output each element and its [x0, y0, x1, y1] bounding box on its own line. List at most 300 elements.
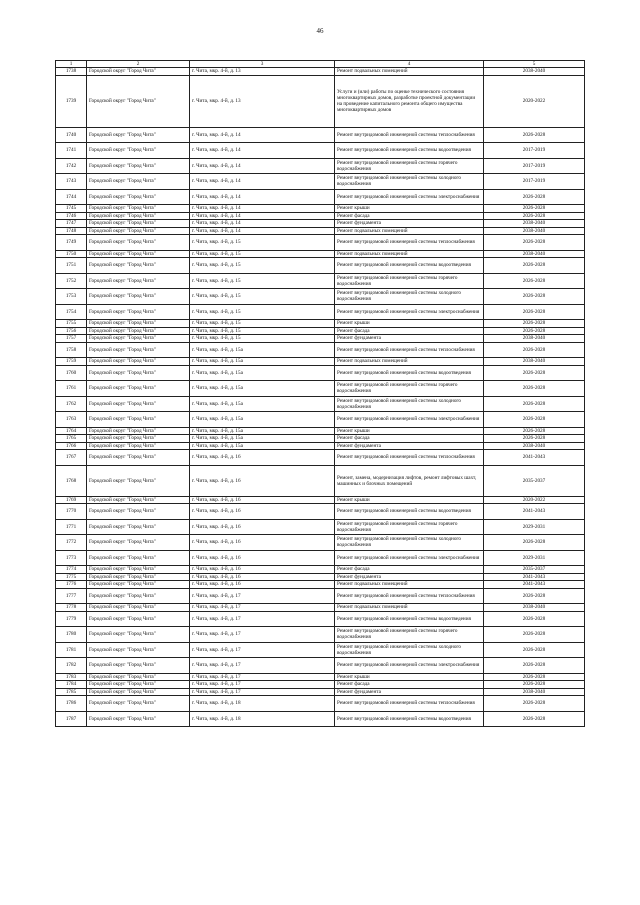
cell-address: г. Чита, мкр. 4-й, д. 14: [190, 205, 335, 213]
table-row: [56, 258, 585, 274]
table-row: [56, 711, 585, 727]
cell-address: г. Чита, мкр. 4-й, д. 17: [190, 611, 335, 627]
cell-period: 2026-2028: [484, 427, 585, 435]
cell-period: 2038-2040: [484, 688, 585, 696]
cell-work-type: Ремонт фундамента: [335, 220, 484, 228]
cell-period: 2026-2028: [484, 435, 585, 443]
cell-address: г. Чита, мкр. 4-й, д. 15: [190, 235, 335, 251]
cell-address: г. Чита, мкр. 4-й, д. 14: [190, 143, 335, 159]
column-header-address: 3: [190, 61, 335, 68]
cell-municipality: Городской округ "Город Чита": [87, 711, 190, 727]
cell-address: г. Чита, мкр. 4-й, д. 17: [190, 588, 335, 604]
cell-work-type: Ремонт фасада: [335, 566, 484, 574]
cell-period: 2026-2028: [484, 681, 585, 689]
cell-municipality: Городской округ "Город Чита": [87, 696, 190, 712]
cell-period: 2026-2028: [484, 396, 585, 412]
cell-work-type: Ремонт внутридомовой инженерной системы горячего водоснабжения: [335, 273, 484, 289]
table-row: [56, 212, 585, 220]
cell-address: г. Чита, мкр. 4-й, д. 15: [190, 289, 335, 305]
table-row: [56, 604, 585, 612]
cell-work-type: Ремонт фундамента: [335, 688, 484, 696]
table-row: [56, 127, 585, 143]
cell-number: 1775: [56, 573, 87, 581]
cell-period: 2026-2028: [484, 289, 585, 305]
cell-municipality: Городской округ "Город Чита": [87, 604, 190, 612]
cell-municipality: Городской округ "Город Чита": [87, 627, 190, 643]
table-row: [56, 573, 585, 581]
cell-municipality: Городской округ "Город Чита": [87, 189, 190, 205]
cell-number: 1748: [56, 227, 87, 235]
cell-number: 1739: [56, 75, 87, 127]
cell-number: 1772: [56, 535, 87, 551]
cell-number: 1759: [56, 358, 87, 366]
cell-work-type: Ремонт подвальных помещений: [335, 250, 484, 258]
cell-number: 1767: [56, 450, 87, 466]
cell-work-type: Ремонт подвальных помещений: [335, 358, 484, 366]
cell-work-type: Ремонт внутридомовой инженерной системы холодного водоснабжения: [335, 535, 484, 551]
cell-period: 2026-2028: [484, 673, 585, 681]
cell-municipality: Городской округ "Город Чита": [87, 212, 190, 220]
table-row: [56, 627, 585, 643]
cell-period: 2026-2028: [484, 327, 585, 335]
cell-number: 1738: [56, 68, 87, 76]
cell-work-type: Ремонт внутридомовой инженерной системы водоотведения: [335, 711, 484, 727]
cell-municipality: Городской округ "Город Чита": [87, 365, 190, 381]
cell-municipality: Городской округ "Город Чита": [87, 320, 190, 328]
cell-period: 2020-2022: [484, 496, 585, 504]
cell-period: 2026-2028: [484, 611, 585, 627]
table-body: [56, 68, 585, 727]
table-row: [56, 535, 585, 551]
cell-work-type: Ремонт внутридомовой инженерной системы горячего водоснабжения: [335, 519, 484, 535]
cell-number: 1757: [56, 335, 87, 343]
cell-work-type: Ремонт внутридомовой инженерной системы холодного водоснабжения: [335, 396, 484, 412]
cell-address: г. Чита, мкр. 4-й, д. 15: [190, 258, 335, 274]
cell-municipality: Городской округ "Город Чита": [87, 442, 190, 450]
cell-work-type: Ремонт внутридомовой инженерной системы электроснабжения: [335, 658, 484, 674]
cell-number: 1745: [56, 205, 87, 213]
cell-address: г. Чита, мкр. 4-й, д. 14: [190, 227, 335, 235]
cell-address: г. Чита, мкр. 4-й, д. 16: [190, 465, 335, 496]
cell-address: г. Чита, мкр. 4-й, д. 17: [190, 658, 335, 674]
table-row: [56, 696, 585, 712]
cell-address: г. Чита, мкр. 4-й, д. 15а: [190, 442, 335, 450]
cell-municipality: Городской округ "Город Чита": [87, 158, 190, 174]
cell-address: г. Чита, мкр. 4-й, д. 16: [190, 550, 335, 566]
cell-address: г. Чита, мкр. 4-й, д. 15: [190, 273, 335, 289]
cell-period: 2026-2028: [484, 365, 585, 381]
cell-number: 1740: [56, 127, 87, 143]
cell-municipality: Городской округ "Город Чита": [87, 75, 190, 127]
cell-work-type: Ремонт фасада: [335, 435, 484, 443]
cell-work-type: Ремонт крыши: [335, 205, 484, 213]
cell-address: г. Чита, мкр. 4-й, д. 14: [190, 212, 335, 220]
cell-period: 2026-2028: [484, 320, 585, 328]
table-row: [56, 581, 585, 589]
cell-municipality: Городской округ "Город Чита": [87, 143, 190, 159]
cell-period: 2026-2028: [484, 627, 585, 643]
cell-work-type: Ремонт внутридомовой инженерной системы электроснабжения: [335, 304, 484, 320]
cell-period: 2041-2043: [484, 581, 585, 589]
cell-address: г. Чита, мкр. 4-й, д. 15а: [190, 365, 335, 381]
page-number: 46: [316, 27, 324, 35]
cell-number: 1766: [56, 442, 87, 450]
cell-work-type: Ремонт внутридомовой инженерной системы горячего водоснабжения: [335, 627, 484, 643]
cell-address: г. Чита, мкр. 4-й, д. 15: [190, 250, 335, 258]
cell-period: 2038-2040: [484, 358, 585, 366]
cell-number: 1773: [56, 550, 87, 566]
cell-number: 1782: [56, 658, 87, 674]
cell-period: 2020-2022: [484, 75, 585, 127]
table-row: [56, 519, 585, 535]
cell-municipality: Городской округ "Город Чита": [87, 358, 190, 366]
cell-municipality: Городской округ "Город Чита": [87, 381, 190, 397]
cell-number: 1747: [56, 220, 87, 228]
cell-period: 2026-2028: [484, 342, 585, 358]
table-row: [56, 250, 585, 258]
cell-number: 1770: [56, 504, 87, 520]
table-row: [56, 435, 585, 443]
table-row: [56, 588, 585, 604]
table-row: [56, 688, 585, 696]
cell-address: г. Чита, мкр. 4-й, д. 17: [190, 673, 335, 681]
cell-number: 1769: [56, 496, 87, 504]
cell-period: 2029-2031: [484, 550, 585, 566]
cell-work-type: Ремонт фундамента: [335, 442, 484, 450]
cell-number: 1746: [56, 212, 87, 220]
cell-municipality: Городской округ "Город Чита": [87, 273, 190, 289]
table-row: [56, 642, 585, 658]
table-row: [56, 658, 585, 674]
cell-number: 1764: [56, 427, 87, 435]
cell-municipality: Городской округ "Город Чита": [87, 535, 190, 551]
cell-number: 1762: [56, 396, 87, 412]
cell-work-type: Ремонт внутридомовой инженерной системы теплоснабжения: [335, 342, 484, 358]
cell-municipality: Городской округ "Город Чита": [87, 304, 190, 320]
cell-municipality: Городской округ "Город Чита": [87, 127, 190, 143]
cell-work-type: Ремонт внутридомовой инженерной системы холодного водоснабжения: [335, 289, 484, 305]
cell-work-type: Ремонт внутридомовой инженерной системы теплоснабжения: [335, 450, 484, 466]
cell-number: 1760: [56, 365, 87, 381]
column-header-period: 5: [484, 61, 585, 68]
cell-number: 1771: [56, 519, 87, 535]
cell-address: г. Чита, мкр. 4-й, д. 14: [190, 158, 335, 174]
cell-number: 1776: [56, 581, 87, 589]
cell-period: 2026-2028: [484, 189, 585, 205]
cell-period: 2017-2019: [484, 158, 585, 174]
table-row: [56, 320, 585, 328]
cell-address: г. Чита, мкр. 4-й, д. 13: [190, 68, 335, 76]
cell-number: 1787: [56, 711, 87, 727]
cell-work-type: Ремонт внутридомовой инженерной системы холодного водоснабжения: [335, 642, 484, 658]
cell-municipality: Городской округ "Город Чита": [87, 642, 190, 658]
cell-period: 2026-2028: [484, 304, 585, 320]
cell-work-type: Ремонт внутридомовой инженерной системы водоотведения: [335, 504, 484, 520]
cell-address: г. Чита, мкр. 4-й, д. 15: [190, 320, 335, 328]
table-row: [56, 681, 585, 689]
cell-address: г. Чита, мкр. 4-й, д. 15а: [190, 358, 335, 366]
table-row: [56, 220, 585, 228]
cell-municipality: Городской округ "Город Чита": [87, 174, 190, 190]
cell-work-type: Ремонт внутридомовой инженерной системы электроснабжения: [335, 412, 484, 428]
cell-address: г. Чита, мкр. 4-й, д. 15а: [190, 396, 335, 412]
cell-number: 1744: [56, 189, 87, 205]
cell-municipality: Городской округ "Город Чита": [87, 258, 190, 274]
cell-number: 1774: [56, 566, 87, 574]
cell-period: 2038-2040: [484, 604, 585, 612]
cell-municipality: Городской округ "Город Чита": [87, 205, 190, 213]
cell-municipality: Городской округ "Город Чита": [87, 335, 190, 343]
cell-number: 1784: [56, 681, 87, 689]
cell-work-type: Ремонт подвальных помещений: [335, 68, 484, 76]
cell-number: 1758: [56, 342, 87, 358]
cell-municipality: Городской округ "Город Чита": [87, 68, 190, 76]
table-row: [56, 174, 585, 190]
table-row: [56, 496, 585, 504]
cell-municipality: Городской округ "Город Чита": [87, 289, 190, 305]
cell-number: 1751: [56, 258, 87, 274]
cell-period: 2029-2031: [484, 519, 585, 535]
table-row: [56, 227, 585, 235]
cell-period: 2026-2028: [484, 658, 585, 674]
cell-work-type: Ремонт внутридомовой инженерной системы электроснабжения: [335, 550, 484, 566]
cell-address: г. Чита, мкр. 4-й, д. 15а: [190, 427, 335, 435]
cell-address: г. Чита, мкр. 4-й, д. 17: [190, 604, 335, 612]
cell-work-type: Ремонт внутридомовой инженерной системы водоотведения: [335, 258, 484, 274]
cell-period: 2026-2028: [484, 127, 585, 143]
cell-address: г. Чита, мкр. 4-й, д. 16: [190, 535, 335, 551]
cell-period: 2026-2028: [484, 381, 585, 397]
cell-address: г. Чита, мкр. 4-й, д. 15: [190, 335, 335, 343]
cell-address: г. Чита, мкр. 4-й, д. 16: [190, 504, 335, 520]
cell-address: г. Чита, мкр. 4-й, д. 16: [190, 496, 335, 504]
table-row: [56, 427, 585, 435]
cell-period: 2026-2028: [484, 642, 585, 658]
cell-municipality: Городской округ "Город Чита": [87, 465, 190, 496]
table-row: [56, 273, 585, 289]
cell-address: г. Чита, мкр. 4-й, д. 15: [190, 304, 335, 320]
cell-work-type: Ремонт внутридомовой инженерной системы теплоснабжения: [335, 235, 484, 251]
cell-period: 2041-2043: [484, 573, 585, 581]
cell-municipality: Городской округ "Город Чита": [87, 673, 190, 681]
cell-number: 1778: [56, 604, 87, 612]
cell-period: 2038-2040: [484, 442, 585, 450]
table-row: [56, 68, 585, 76]
table-row: [56, 289, 585, 305]
cell-address: г. Чита, мкр. 4-й, д. 15а: [190, 435, 335, 443]
cell-period: 2026-2028: [484, 273, 585, 289]
table-row: [56, 396, 585, 412]
cell-period: 2026-2028: [484, 235, 585, 251]
cell-municipality: Городской округ "Город Чита": [87, 450, 190, 466]
cell-number: 1753: [56, 289, 87, 305]
table-row: [56, 335, 585, 343]
table-row: [56, 673, 585, 681]
cell-period: 2041-2043: [484, 504, 585, 520]
cell-municipality: Городской округ "Город Чита": [87, 581, 190, 589]
cell-work-type: Ремонт внутридомовой инженерной системы горячего водоснабжения: [335, 158, 484, 174]
cell-address: г. Чита, мкр. 4-й, д. 14: [190, 220, 335, 228]
cell-municipality: Городской округ "Город Чита": [87, 342, 190, 358]
cell-period: 2038-2040: [484, 335, 585, 343]
cell-period: 2035-2037: [484, 566, 585, 574]
cell-period: 2026-2028: [484, 258, 585, 274]
cell-municipality: Городской округ "Город Чита": [87, 588, 190, 604]
capital-repair-table: [55, 60, 585, 727]
cell-work-type: Ремонт внутридомовой инженерной системы горячего водоснабжения: [335, 381, 484, 397]
cell-period: 2038-2040: [484, 68, 585, 76]
cell-number: 1756: [56, 327, 87, 335]
cell-municipality: Городской округ "Город Чита": [87, 519, 190, 535]
cell-work-type: Ремонт фасада: [335, 681, 484, 689]
cell-number: 1780: [56, 627, 87, 643]
cell-address: г. Чита, мкр. 4-й, д. 14: [190, 174, 335, 190]
cell-number: 1761: [56, 381, 87, 397]
cell-address: г. Чита, мкр. 4-й, д. 17: [190, 688, 335, 696]
column-header-number: 1: [56, 61, 87, 68]
cell-number: 1777: [56, 588, 87, 604]
cell-work-type: Ремонт внутридомовой инженерной системы теплоснабжения: [335, 588, 484, 604]
cell-municipality: Городской округ "Город Чита": [87, 427, 190, 435]
cell-number: 1781: [56, 642, 87, 658]
cell-work-type: Ремонт подвальных помещений: [335, 227, 484, 235]
cell-number: 1755: [56, 320, 87, 328]
cell-number: 1783: [56, 673, 87, 681]
cell-municipality: Городской округ "Город Чита": [87, 550, 190, 566]
cell-municipality: Городской округ "Город Чита": [87, 611, 190, 627]
cell-work-type: Ремонт внутридомовой инженерной системы холодного водоснабжения: [335, 174, 484, 190]
cell-number: 1785: [56, 688, 87, 696]
table-row: [56, 412, 585, 428]
cell-number: 1763: [56, 412, 87, 428]
cell-address: г. Чита, мкр. 4-й, д. 17: [190, 681, 335, 689]
cell-address: г. Чита, мкр. 4-й, д. 18: [190, 696, 335, 712]
column-header-municipality: 2: [87, 61, 190, 68]
cell-municipality: Городской округ "Город Чита": [87, 566, 190, 574]
header-row: [56, 61, 585, 68]
table-row: [56, 143, 585, 159]
cell-municipality: Городской округ "Город Чита": [87, 496, 190, 504]
table-row: [56, 358, 585, 366]
cell-municipality: Городской округ "Город Чита": [87, 220, 190, 228]
cell-address: г. Чита, мкр. 4-й, д. 16: [190, 581, 335, 589]
cell-municipality: Городской округ "Город Чита": [87, 327, 190, 335]
cell-work-type: Ремонт фасада: [335, 212, 484, 220]
cell-work-type: Ремонт фасада: [335, 327, 484, 335]
column-header-work-type: 4: [335, 61, 484, 68]
cell-work-type: Ремонт крыши: [335, 496, 484, 504]
cell-address: г. Чита, мкр. 4-й, д. 14: [190, 127, 335, 143]
cell-number: 1779: [56, 611, 87, 627]
cell-work-type: Ремонт внутридомовой инженерной системы теплоснабжения: [335, 696, 484, 712]
cell-period: 2026-2028: [484, 588, 585, 604]
cell-number: 1786: [56, 696, 87, 712]
cell-municipality: Городской округ "Город Чита": [87, 688, 190, 696]
cell-work-type: Ремонт внутридомовой инженерной системы водоотведения: [335, 365, 484, 381]
cell-period: 2038-2040: [484, 220, 585, 228]
cell-number: 1754: [56, 304, 87, 320]
cell-period: 2041-2043: [484, 450, 585, 466]
cell-address: г. Чита, мкр. 4-й, д. 16: [190, 566, 335, 574]
table-row: [56, 465, 585, 496]
cell-municipality: Городской округ "Город Чита": [87, 227, 190, 235]
cell-municipality: Городской округ "Город Чита": [87, 573, 190, 581]
cell-number: 1749: [56, 235, 87, 251]
cell-period: 2026-2028: [484, 412, 585, 428]
cell-municipality: Городской округ "Город Чита": [87, 250, 190, 258]
cell-period: 2035-2037: [484, 465, 585, 496]
table-row: [56, 158, 585, 174]
table-row: [56, 365, 585, 381]
cell-period: 2026-2028: [484, 205, 585, 213]
cell-address: г. Чита, мкр. 4-й, д. 16: [190, 450, 335, 466]
cell-address: г. Чита, мкр. 4-й, д. 17: [190, 627, 335, 643]
cell-address: г. Чита, мкр. 4-й, д. 17: [190, 642, 335, 658]
table-row: [56, 304, 585, 320]
cell-period: 2017-2019: [484, 143, 585, 159]
table-row: [56, 450, 585, 466]
cell-number: 1743: [56, 174, 87, 190]
cell-work-type: Услуги и (или) работы по оценке технического состояния многоквартирных домов, разработке проектной документации на проведение капитального ремонта общего имущества многоквартирных домов: [335, 75, 484, 127]
cell-work-type: Ремонт, замена, модернизация лифтов, ремонт лифтовых шахт, машинных и блочных помещений: [335, 465, 484, 496]
cell-period: 2026-2028: [484, 535, 585, 551]
cell-work-type: Ремонт внутридомовой инженерной системы водоотведения: [335, 611, 484, 627]
cell-municipality: Городской округ "Город Чита": [87, 658, 190, 674]
cell-work-type: Ремонт внутридомовой инженерной системы водоотведения: [335, 143, 484, 159]
cell-address: г. Чита, мкр. 4-й, д. 14: [190, 189, 335, 205]
table-row: [56, 550, 585, 566]
cell-municipality: Городской округ "Город Чита": [87, 235, 190, 251]
table-row: [56, 381, 585, 397]
cell-number: 1742: [56, 158, 87, 174]
cell-number: 1752: [56, 273, 87, 289]
table-row: [56, 205, 585, 213]
cell-number: 1768: [56, 465, 87, 496]
cell-municipality: Городской округ "Город Чита": [87, 412, 190, 428]
cell-address: г. Чита, мкр. 4-й, д. 15: [190, 327, 335, 335]
cell-work-type: Ремонт подвальных помещений: [335, 581, 484, 589]
table-row: [56, 442, 585, 450]
table-row: [56, 75, 585, 127]
cell-period: 2026-2028: [484, 696, 585, 712]
cell-work-type: Ремонт крыши: [335, 320, 484, 328]
cell-address: г. Чита, мкр. 4-й, д. 16: [190, 573, 335, 581]
table-row: [56, 504, 585, 520]
cell-period: 2017-2019: [484, 174, 585, 190]
table-row: [56, 611, 585, 627]
table-row: [56, 342, 585, 358]
cell-address: г. Чита, мкр. 4-й, д. 15а: [190, 381, 335, 397]
cell-address: г. Чита, мкр. 4-й, д. 13: [190, 75, 335, 127]
cell-address: г. Чита, мкр. 4-й, д. 16: [190, 519, 335, 535]
cell-period: 2026-2028: [484, 212, 585, 220]
cell-municipality: Городской округ "Город Чита": [87, 504, 190, 520]
cell-work-type: Ремонт крыши: [335, 427, 484, 435]
cell-work-type: Ремонт фундамента: [335, 335, 484, 343]
cell-address: г. Чита, мкр. 4-й, д. 15а: [190, 342, 335, 358]
cell-work-type: Ремонт фундамента: [335, 573, 484, 581]
cell-period: 2038-2040: [484, 227, 585, 235]
cell-period: 2026-2028: [484, 711, 585, 727]
cell-number: 1765: [56, 435, 87, 443]
cell-work-type: Ремонт внутридомовой инженерной системы теплоснабжения: [335, 127, 484, 143]
cell-period: 2038-2040: [484, 250, 585, 258]
table-row: [56, 189, 585, 205]
cell-address: г. Чита, мкр. 4-й, д. 15а: [190, 412, 335, 428]
table-row: [56, 327, 585, 335]
cell-number: 1750: [56, 250, 87, 258]
cell-number: 1741: [56, 143, 87, 159]
